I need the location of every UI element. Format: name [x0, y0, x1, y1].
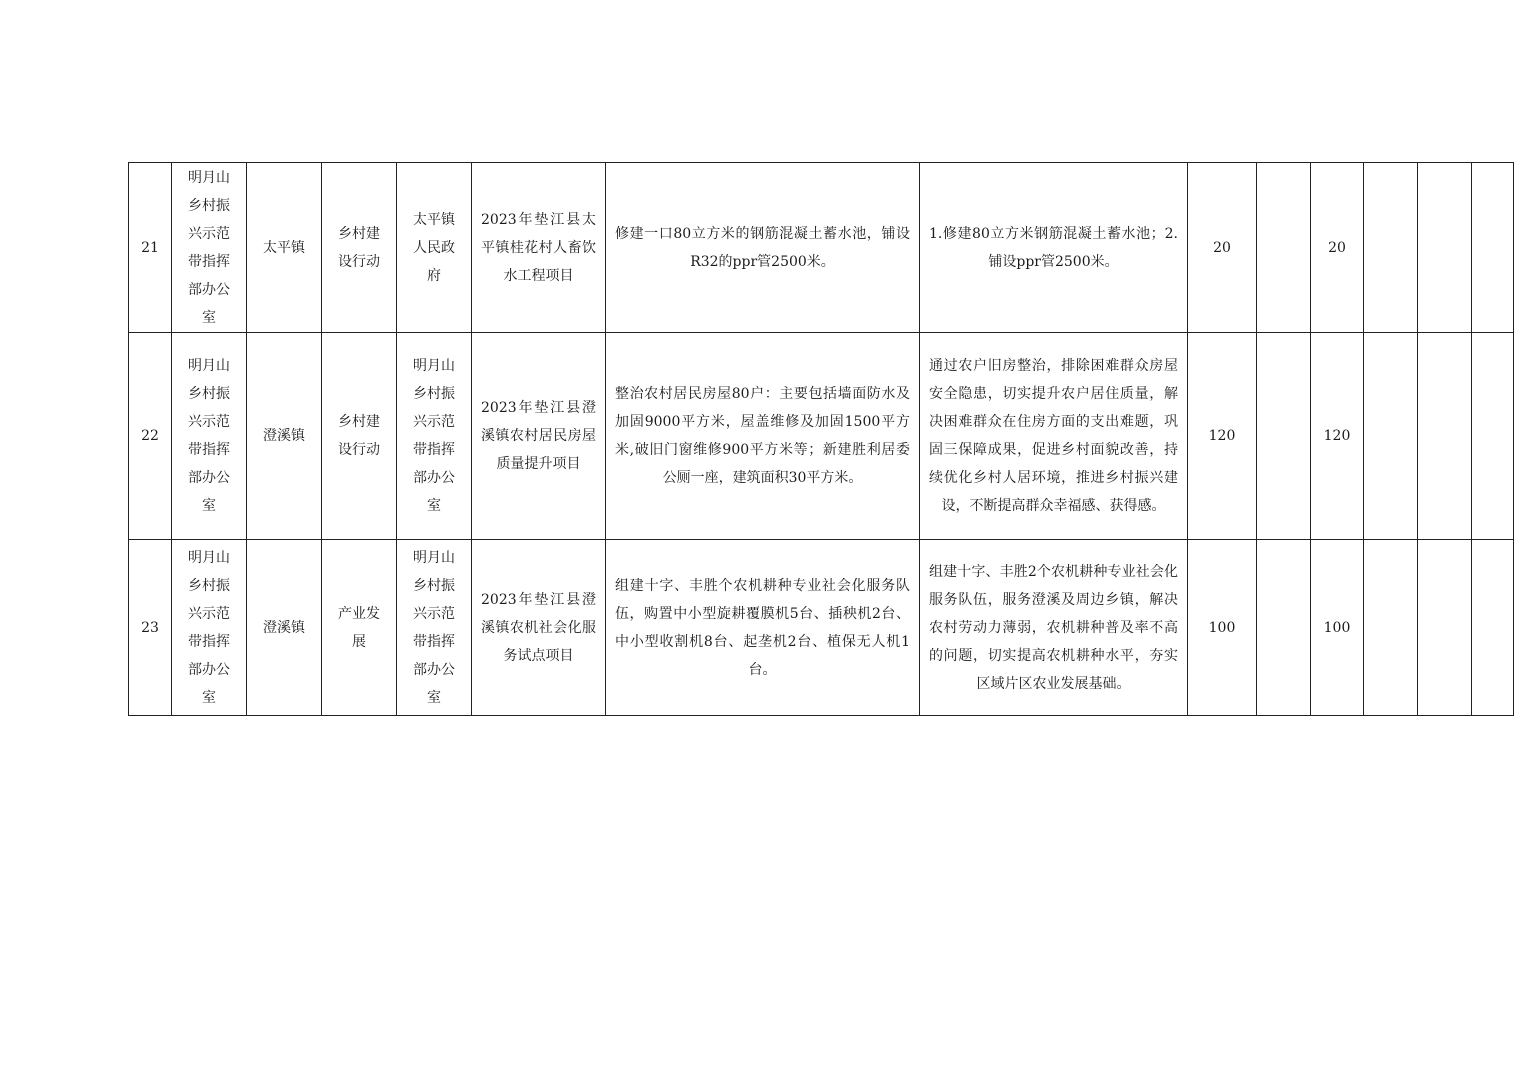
- cell-category: 乡村建设行动: [322, 333, 397, 540]
- table-row: [129, 540, 1514, 716]
- cell-col14: [1472, 540, 1514, 716]
- cell-implementer: 太平镇人民政府: [397, 163, 472, 333]
- cell-town: 澄溪镇: [247, 333, 322, 540]
- cell-col14: [1472, 333, 1514, 540]
- cell-col10: [1257, 540, 1311, 716]
- cell-col13: [1418, 163, 1472, 333]
- cell-department: 明月山乡村振兴示范带指挥部办公室: [172, 163, 247, 333]
- cell-col11: 20: [1311, 163, 1364, 333]
- cell-no: 21: [129, 163, 172, 333]
- cell-project: 2023年垫江县澄溪镇农村居民房屋质量提升项目: [472, 333, 606, 540]
- cell-town: 太平镇: [247, 163, 322, 333]
- cell-project: 2023年垫江县澄溪镇农机社会化服务试点项目: [472, 540, 606, 716]
- cell-col12: [1364, 540, 1418, 716]
- project-table: [128, 162, 1514, 716]
- cell-col10: [1257, 163, 1311, 333]
- cell-no: 23: [129, 540, 172, 716]
- cell-implementer: 明月山乡村振兴示范带指挥部办公室: [397, 333, 472, 540]
- cell-no: 22: [129, 333, 172, 540]
- cell-content: 整治农村居民房屋80户：主要包括墙面防水及加固9000平方米，屋盖维修及加固1500平方米,破旧门窗维修900平方米等；新建胜利居委公厕一座，建筑面积30平方米。: [606, 333, 920, 540]
- cell-total: 100: [1188, 540, 1257, 716]
- cell-category: 产业发展: [322, 540, 397, 716]
- cell-col11: 100: [1311, 540, 1364, 716]
- cell-total: 20: [1188, 163, 1257, 333]
- cell-benefit: 1.修建80立方米钢筋混凝土蓄水池；2.铺设ppr管2500米。: [920, 163, 1188, 333]
- cell-col11: 120: [1311, 333, 1364, 540]
- cell-total: 120: [1188, 333, 1257, 540]
- cell-col13: [1418, 540, 1472, 716]
- cell-project: 2023年垫江县太平镇桂花村人畜饮水工程项目: [472, 163, 606, 333]
- cell-col13: [1418, 333, 1472, 540]
- cell-category: 乡村建设行动: [322, 163, 397, 333]
- cell-department: 明月山乡村振兴示范带指挥部办公室: [172, 540, 247, 716]
- cell-town: 澄溪镇: [247, 540, 322, 716]
- cell-col12: [1364, 163, 1418, 333]
- cell-benefit: 组建十字、丰胜2个农机耕种专业社会化服务队伍，服务澄溪及周边乡镇，解决农村劳动力薄弱，农机耕种普及率不高的问题，切实提高农机耕种水平，夯实区域片区农业发展基础。: [920, 540, 1188, 716]
- table-row: [129, 333, 1514, 540]
- cell-content: 组建十字、丰胜个农机耕种专业社会化服务队伍，购置中小型旋耕覆膜机5台、插秧机2台、中小型收割机8台、起垄机2台、植保无人机1台。: [606, 540, 920, 716]
- cell-col10: [1257, 333, 1311, 540]
- cell-content: 修建一口80立方米的钢筋混凝土蓄水池，铺设R32的ppr管2500米。: [606, 163, 920, 333]
- cell-department: 明月山乡村振兴示范带指挥部办公室: [172, 333, 247, 540]
- cell-col12: [1364, 333, 1418, 540]
- cell-benefit: 通过农户旧房整治，排除困难群众房屋安全隐患，切实提升农户居住质量，解决困难群众在住房方面的支出难题，巩固三保障成果，促进乡村面貌改善，持续优化乡村人居环境，推进乡村振兴建设，不断提高群众幸福感、获得感。: [920, 333, 1188, 540]
- cell-col14: [1472, 163, 1514, 333]
- cell-implementer: 明月山乡村振兴示范带指挥部办公室: [397, 540, 472, 716]
- table-row: [129, 163, 1514, 333]
